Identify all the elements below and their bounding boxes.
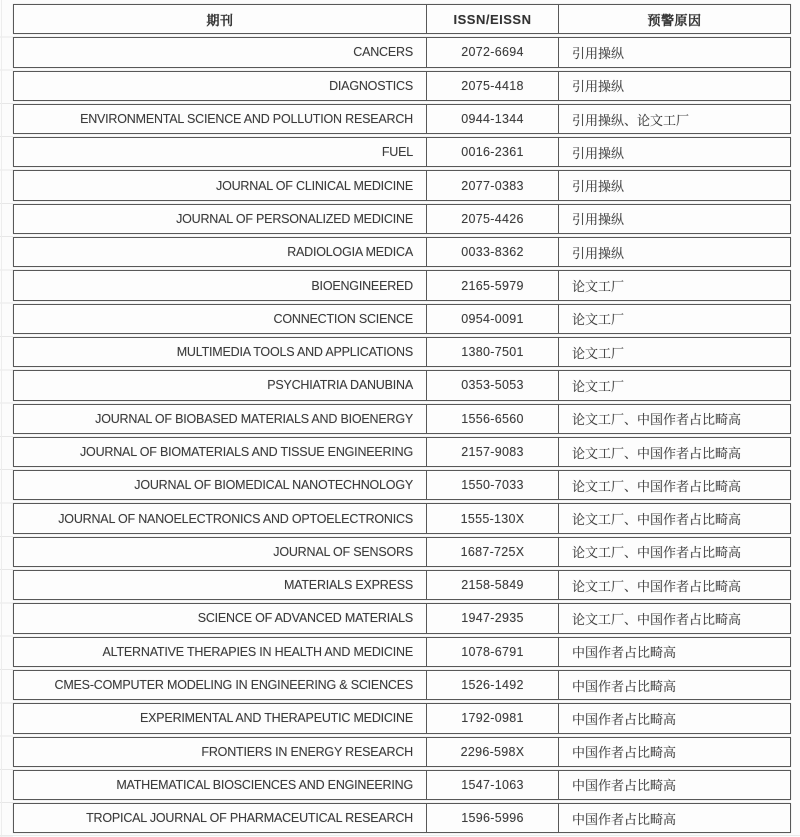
table-row [13, 304, 791, 334]
warning-reason-cell: 引用操纵、论文工厂 [558, 105, 790, 133]
issn-cell: 2077-0383 [426, 171, 558, 199]
table-row [13, 270, 791, 300]
table-row [13, 237, 791, 267]
issn-cell: 2158-5849 [426, 571, 558, 599]
journal-name-cell: JOURNAL OF PERSONALIZED MEDICINE [176, 211, 413, 226]
warning-reason-cell: 论文工厂 [558, 371, 790, 399]
table-body [13, 37, 791, 833]
warning-reason-cell: 论文工厂、中国作者占比畸高 [558, 571, 790, 599]
issn-cell: 1550-7033 [426, 471, 558, 499]
issn-cell: 1947-2935 [426, 604, 558, 632]
warning-reason-cell: 论文工厂、中国作者占比畸高 [558, 604, 790, 632]
journal-name-cell: EXPERIMENTAL AND THERAPEUTIC MEDICINE [140, 711, 413, 726]
issn-cell: 1380-7501 [426, 338, 558, 366]
journal-name-cell: BIOENGINEERED [311, 278, 413, 293]
journal-name-cell: DIAGNOSTICS [329, 78, 413, 93]
table-row [13, 37, 791, 67]
issn-cell: 1792-0981 [426, 704, 558, 732]
issn-cell: 0033-8362 [426, 238, 558, 266]
journal-name-cell: MATERIALS EXPRESS [283, 578, 413, 593]
warning-reason-cell: 论文工厂 [558, 271, 790, 299]
table-row [13, 337, 791, 367]
issn-cell: 2157-9083 [426, 438, 558, 466]
warning-reason-cell: 论文工厂、中国作者占比畸高 [558, 438, 790, 466]
warning-reason-cell: 引用操纵 [558, 205, 790, 233]
issn-cell: 0944-1344 [426, 105, 558, 133]
warning-reason-cell: 论文工厂 [558, 338, 790, 366]
issn-cell: 1556-6560 [426, 405, 558, 433]
journal-name-cell: CANCERS [353, 45, 413, 60]
warning-reason-cell: 引用操纵 [558, 171, 790, 199]
table-row [13, 537, 791, 567]
table-row [13, 570, 791, 600]
journal-name-cell: JOURNAL OF SENSORS [273, 544, 413, 559]
header-reason: 预警原因 [558, 5, 790, 33]
journal-name-cell: JOURNAL OF BIOBASED MATERIALS AND BIOENERGY [95, 411, 413, 426]
table-row [13, 437, 791, 467]
table-row [13, 803, 791, 833]
table-row [13, 737, 791, 767]
table-row [13, 137, 791, 167]
warning-reason-cell: 论文工厂 [558, 305, 790, 333]
issn-cell: 0954-0091 [426, 305, 558, 333]
journal-name-cell: TROPICAL JOURNAL OF PHARMACEUTICAL RESEARCH [86, 811, 413, 826]
warning-reason-cell: 论文工厂、中国作者占比畸高 [558, 504, 790, 532]
journal-name-cell: JOURNAL OF NANOELECTRONICS AND OPTOELECTRONICS [58, 511, 413, 526]
table-row [13, 603, 791, 633]
issn-cell: 2075-4418 [426, 72, 558, 100]
warning-reason-cell: 引用操纵 [558, 238, 790, 266]
table-row [13, 703, 791, 733]
journal-name-cell: ALTERNATIVE THERAPIES IN HEALTH AND MEDICINE [102, 644, 413, 659]
issn-cell: 1596-5996 [426, 804, 558, 832]
issn-cell: 1547-1063 [426, 771, 558, 799]
warning-reason-cell: 论文工厂、中国作者占比畸高 [558, 471, 790, 499]
issn-cell: 0353-5053 [426, 371, 558, 399]
issn-cell: 2296-598X [426, 738, 558, 766]
journal-name-cell: ENVIRONMENTAL SCIENCE AND POLLUTION RESEARCH [80, 112, 413, 127]
table-row [13, 637, 791, 667]
warning-reason-cell: 中国作者占比畸高 [558, 738, 790, 766]
scan-margin-vertical-gridline [1, 0, 2, 837]
journal-name-cell: MULTIMEDIA TOOLS AND APPLICATIONS [176, 345, 413, 360]
table-row [13, 71, 791, 101]
table-row [13, 370, 791, 400]
table-row [13, 503, 791, 533]
journal-name-cell: JOURNAL OF BIOMEDICAL NANOTECHNOLOGY [134, 478, 413, 493]
journal-name-cell: JOURNAL OF BIOMATERIALS AND TISSUE ENGINEERING [80, 445, 413, 459]
header-journal: 期刊 [206, 12, 234, 28]
issn-cell: 2072-6694 [426, 38, 558, 66]
journal-name-cell: MATHEMATICAL BIOSCIENCES AND ENGINEERING [116, 777, 413, 792]
table-header-row [13, 4, 791, 34]
issn-cell: 2165-5979 [426, 271, 558, 299]
warning-reason-cell: 引用操纵 [558, 138, 790, 166]
journal-name-cell: CMES-COMPUTER MODELING IN ENGINEERING & SCIENCES [54, 678, 413, 693]
warning-reason-cell: 引用操纵 [558, 38, 790, 66]
warning-reason-cell: 论文工厂、中国作者占比畸高 [558, 538, 790, 566]
warning-reason-cell: 论文工厂、中国作者占比畸高 [558, 405, 790, 433]
warning-reason-cell: 引用操纵 [558, 72, 790, 100]
warning-reason-cell: 中国作者占比畸高 [558, 771, 790, 799]
issn-cell: 1526-1492 [426, 671, 558, 699]
table-row [13, 104, 791, 134]
issn-cell: 1555-130X [426, 504, 558, 532]
warning-reason-cell: 中国作者占比畸高 [558, 638, 790, 666]
journal-name-cell: FRONTIERS IN ENERGY RESEARCH [201, 744, 413, 759]
issn-cell: 0016-2361 [426, 138, 558, 166]
issn-cell: 2075-4426 [426, 205, 558, 233]
journal-name-cell: CONNECTION SCIENCE [273, 311, 413, 326]
issn-cell: 1687-725X [426, 538, 558, 566]
journal-name-cell: PSYCHIATRIA DANUBINA [267, 378, 413, 393]
journal-name-cell: SCIENCE OF ADVANCED MATERIALS [197, 611, 413, 626]
table-row [13, 170, 791, 200]
issn-cell: 1078-6791 [426, 638, 558, 666]
warning-reason-cell: 中国作者占比畸高 [558, 671, 790, 699]
header-issn: ISSN/EISSN [426, 5, 558, 33]
journal-name-cell: FUEL [381, 145, 413, 160]
table-row [13, 404, 791, 434]
table-row [13, 770, 791, 800]
journal-name-cell: RADIOLOGIA MEDICA [287, 245, 413, 260]
warning-journals-table [13, 4, 791, 836]
table-row [13, 204, 791, 234]
table-row [13, 470, 791, 500]
warning-reason-cell: 中国作者占比畸高 [558, 804, 790, 832]
warning-reason-cell: 中国作者占比畸高 [558, 704, 790, 732]
table-row [13, 670, 791, 700]
journal-name-cell: JOURNAL OF CLINICAL MEDICINE [216, 178, 413, 193]
